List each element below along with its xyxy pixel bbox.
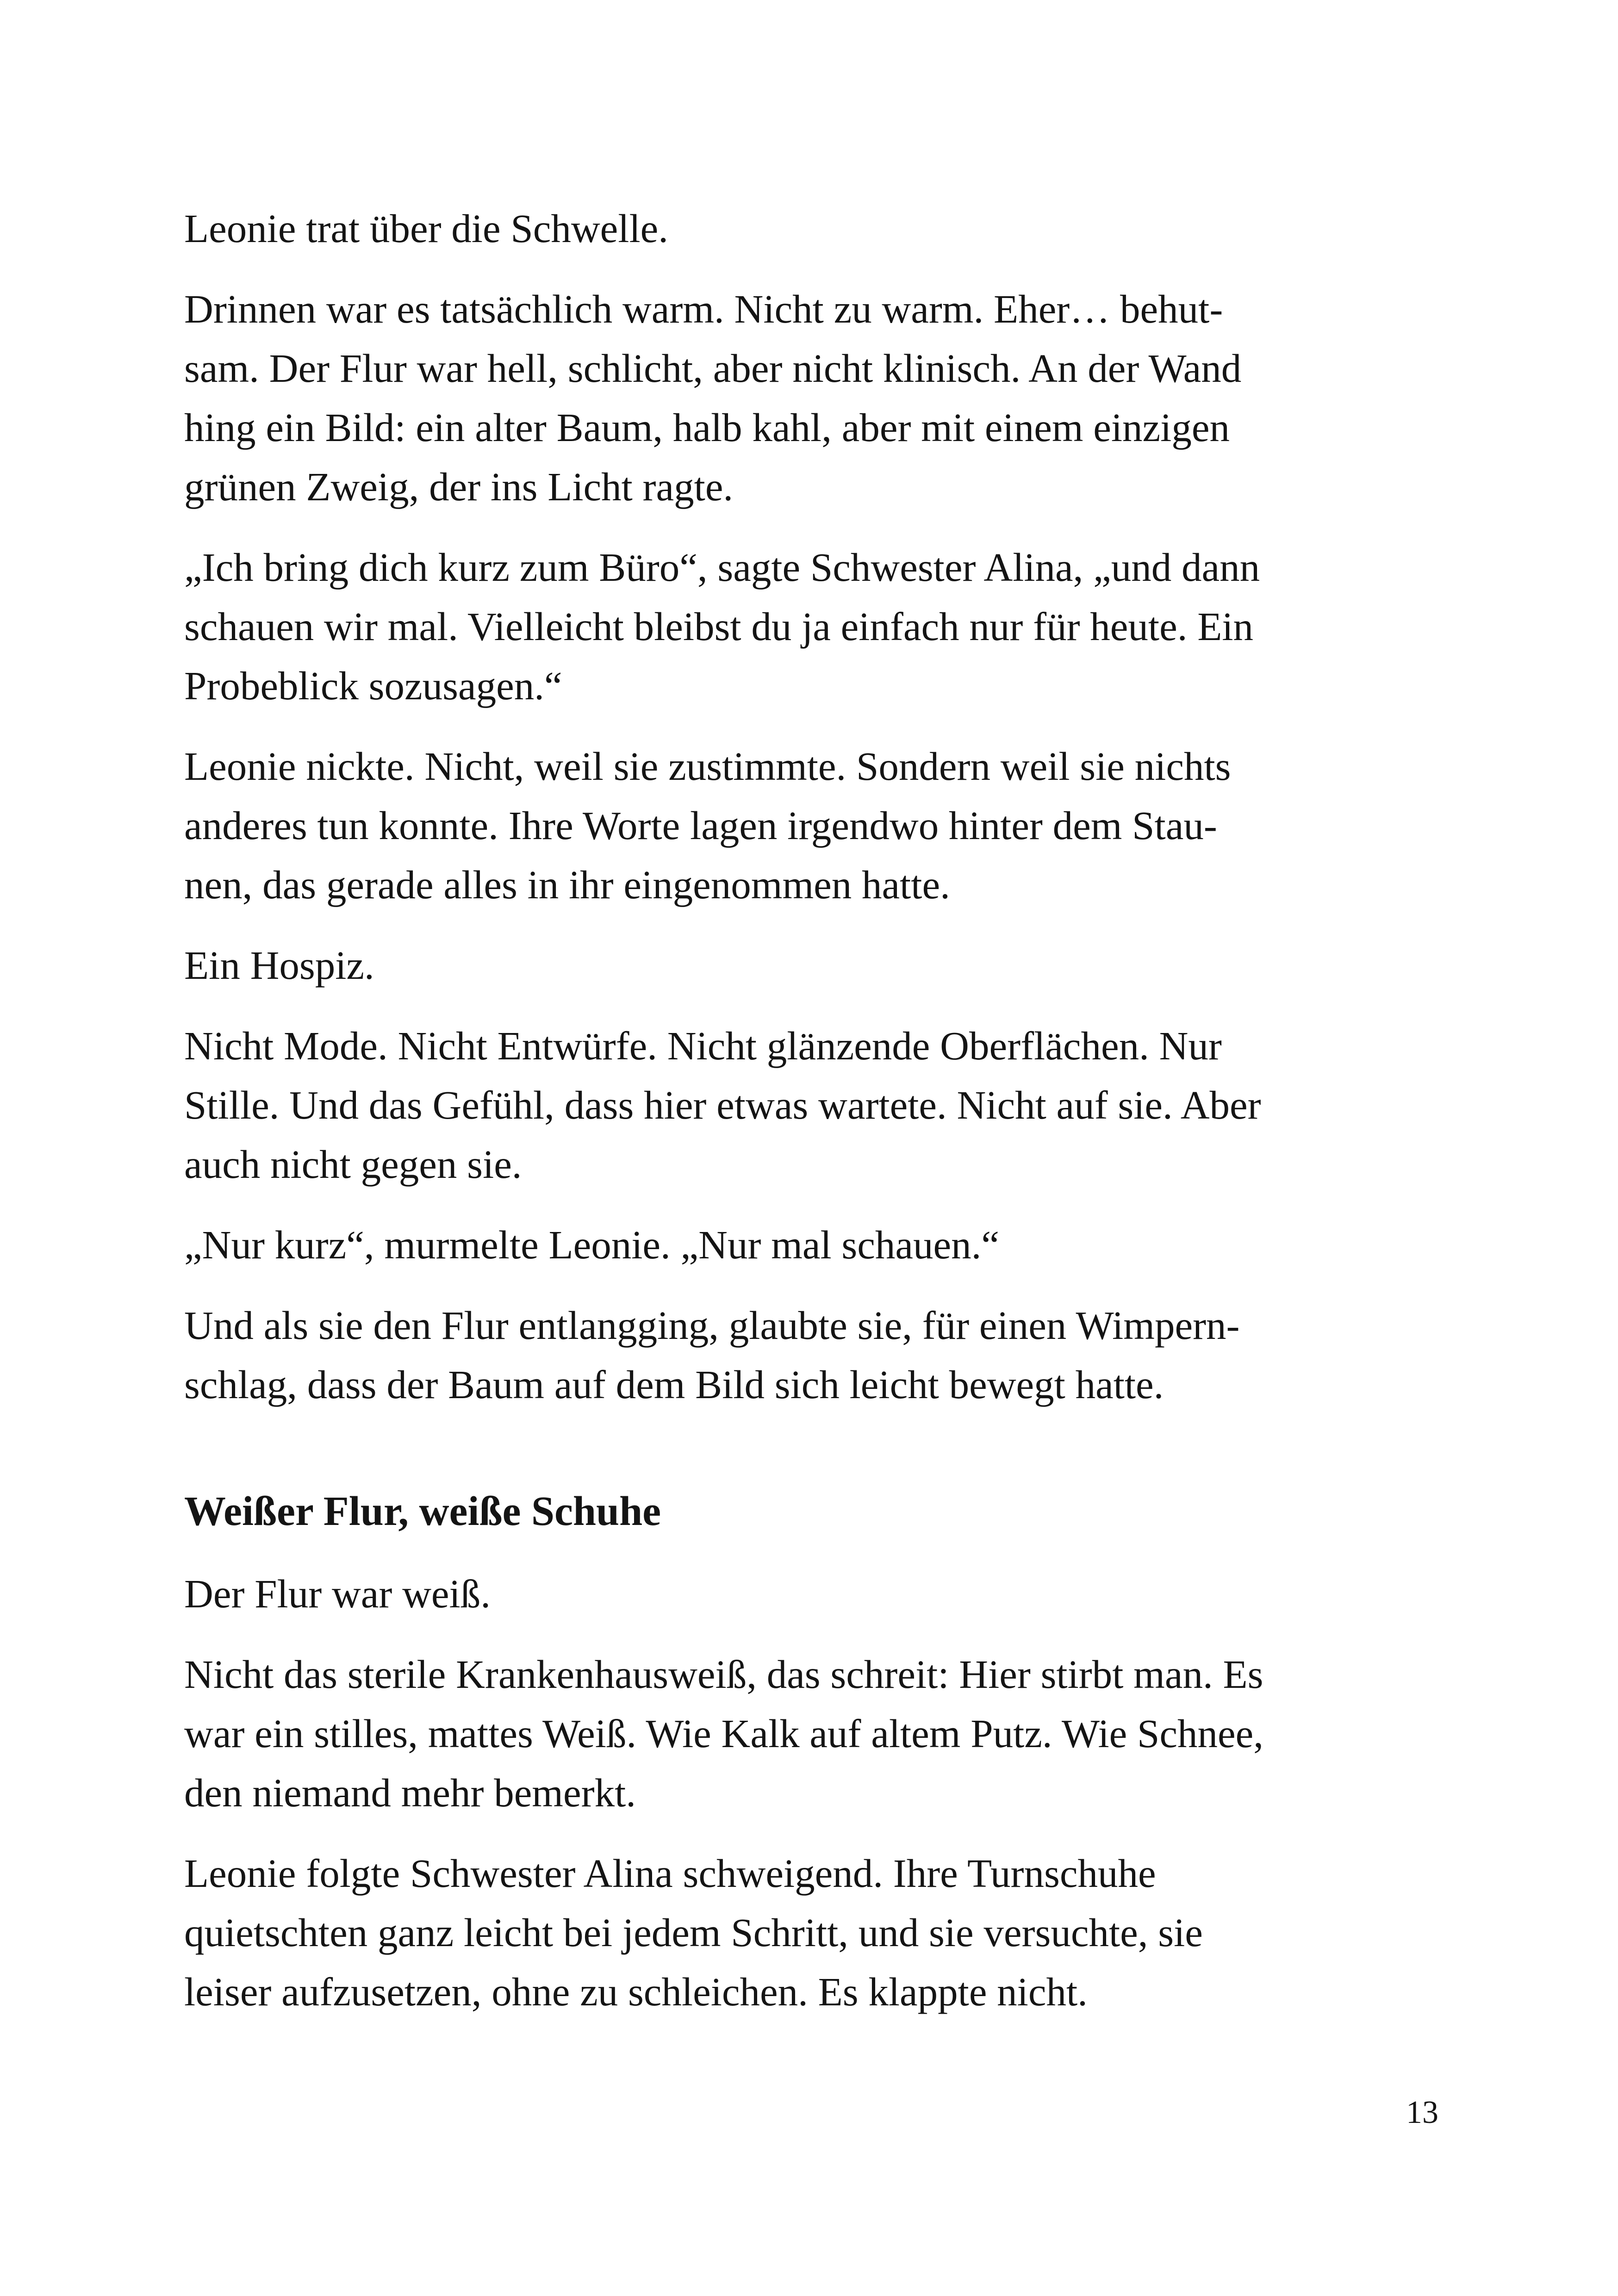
text-line: anderes tun konnte. Ihre Worte lagen irgendwo hinter dem Stau- xyxy=(184,803,1217,848)
text-line: Drinnen war es tatsächlich warm. Nicht zu warm. Eher… behut- xyxy=(184,286,1223,331)
text-line: „Ich bring dich kurz zum Büro“, sagte Schwester Alina, „und dann xyxy=(184,545,1260,590)
text-line: „Nur kurz“, murmelte Leonie. „Nur mal schauen.“ xyxy=(184,1222,999,1267)
page-number: 13 xyxy=(1406,2095,1438,2130)
text-line: Leonie folgte Schwester Alina schweigend. Ihre Turnschuhe xyxy=(184,1851,1156,1896)
paragraph-white-hallway xyxy=(184,1564,1443,1624)
paragraph-hospice xyxy=(184,936,1443,995)
text-line: Stille. Und das Gefühl, dass hier etwas wartete. Nicht auf sie. Aber xyxy=(184,1083,1261,1127)
text-line: Nicht Mode. Nicht Entwürfe. Nicht glänzende Oberflächen. Nur xyxy=(184,1023,1222,1068)
text-line: grünen Zweig, der ins Licht ragte. xyxy=(184,464,734,509)
text-line: war ein stilles, mattes Weiß. Wie Kalk auf altem Putz. Wie Schnee, xyxy=(184,1711,1263,1756)
text-line: Leonie nickte. Nicht, weil sie zustimmte. Sondern weil sie nichts xyxy=(184,744,1231,789)
text-line: schlag, dass der Baum auf dem Bild sich leicht bewegt hatte. xyxy=(184,1362,1164,1407)
paragraph-squeaky-shoes xyxy=(184,1844,1443,2022)
text-line: Und als sie den Flur entlangging, glaubte sie, für einen Wimpern- xyxy=(184,1303,1240,1348)
paragraph-alina-dialogue xyxy=(184,538,1443,716)
text-line: Ein Hospiz. xyxy=(184,943,374,988)
text-line: sam. Der Flur war hell, schlicht, aber nicht klinisch. An der Wand xyxy=(184,346,1242,391)
text-line: quietschten ganz leicht bei jedem Schritt, und sie versuchte, sie xyxy=(184,1910,1203,1955)
paragraph-stillness xyxy=(184,1016,1443,1194)
paragraph-leonie-murmurs xyxy=(184,1215,1443,1275)
text-line: den niemand mehr bemerkt. xyxy=(184,1770,636,1815)
paragraph-threshold xyxy=(184,199,1443,258)
paragraph-tree-moved xyxy=(184,1296,1443,1414)
text-line: Probeblick sozusagen.“ xyxy=(184,663,562,708)
text-line: auch nicht gegen sie. xyxy=(184,1142,522,1187)
paragraph-leonie-nods xyxy=(184,737,1443,915)
section-two xyxy=(184,1482,1443,2022)
text-line: Nicht das sterile Krankenhausweiß, das schreit: Hier stirbt man. Es xyxy=(184,1652,1263,1697)
text-line: nen, das gerade alles in ihr eingenommen hatte. xyxy=(184,862,950,907)
text-line: Leonie trat über die Schwelle. xyxy=(184,206,668,251)
text-line: Der Flur war weiß. xyxy=(184,1571,491,1616)
text-line: leiser aufzusetzen, ohne zu schleichen. Es klappte nicht. xyxy=(184,1969,1088,2014)
paragraph-matte-white xyxy=(184,1645,1443,1823)
section-one xyxy=(184,199,1443,1414)
section-heading: Weißer Flur, weiße Schuhe xyxy=(184,1488,661,1534)
text-line: hing ein Bild: ein alter Baum, halb kahl, aber mit einem einzigen xyxy=(184,405,1230,450)
paragraph-hallway-description xyxy=(184,280,1443,516)
text-line: schauen wir mal. Vielleicht bleibst du ja einfach nur für heute. Ein xyxy=(184,604,1254,649)
page-body xyxy=(184,199,1443,2043)
